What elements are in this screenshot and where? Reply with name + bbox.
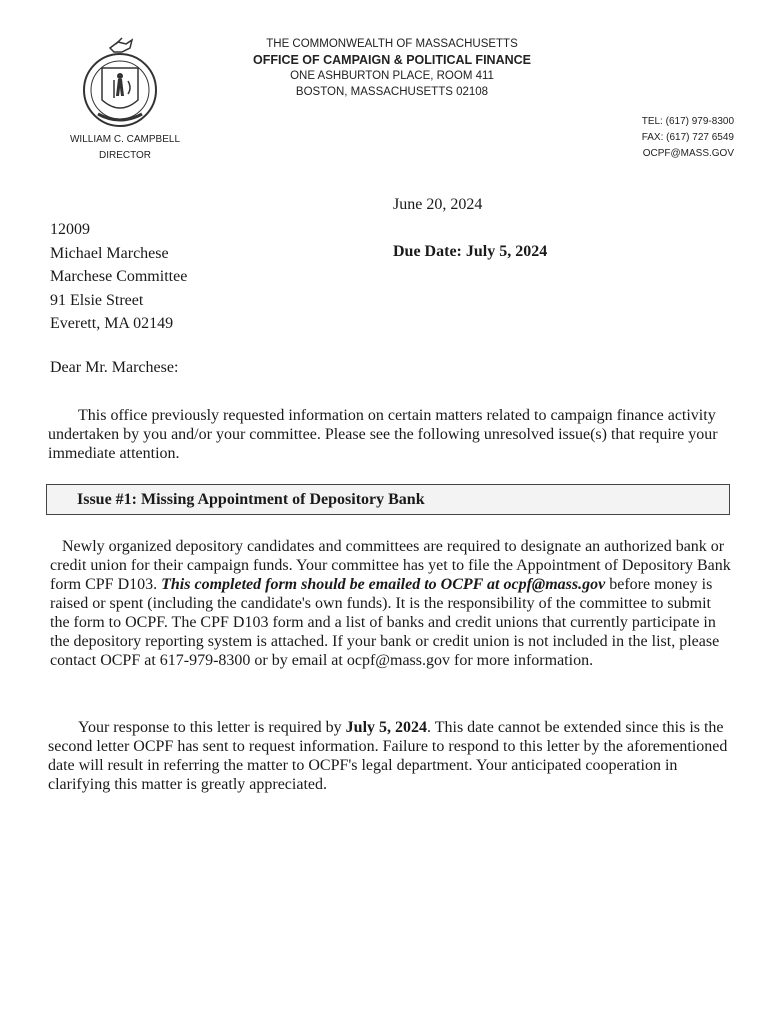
commonwealth-title: THE COMMONWEALTH OF MASSACHUSETTS <box>266 38 518 50</box>
closing-paragraph <box>48 718 734 794</box>
issue-text-part1: Newly organized depository candidates and committees are required to designate an authorized bank or credit union for their campaign funds. Your committee has yet to file the Appointment of Depository Bank form CPF D103. <box>50 538 731 593</box>
office-title: OFFICE OF CAMPAIGN & POLITICAL FINANCE <box>252 53 531 67</box>
due-date: Due Date: July 5, 2024 <box>393 243 548 260</box>
office-address-line2: BOSTON, MASSACHUSETTS 02108 <box>295 86 489 98</box>
recipient-city: Everett, MA 02149 <box>50 315 174 332</box>
director-name: WILLIAM C. CAMPBELL <box>69 134 181 145</box>
recipient-id: 12009 <box>50 221 90 238</box>
letter-date: June 20, 2024 <box>393 196 483 213</box>
office-address-line1: ONE ASHBURTON PLACE, ROOM 411 <box>290 70 494 82</box>
issue-paragraph <box>50 537 734 670</box>
contact-fax: FAX: (617) 727 6549 <box>641 132 734 143</box>
recipient-committee: Marchese Committee <box>50 268 188 285</box>
closing-lead: Your response to this letter is required by <box>78 719 346 736</box>
contact-tel: TEL: (617) 979-8300 <box>641 116 734 127</box>
closing-deadline: July 5, 2024 <box>345 719 428 736</box>
letterhead <box>188 36 596 100</box>
massachusetts-seal-icon <box>72 34 168 130</box>
issue-heading-box <box>46 484 730 515</box>
recipient-street: 91 Elsie Street <box>50 291 144 309</box>
issue-title: Issue #1: Missing Appointment of Depository Bank <box>77 491 425 508</box>
closing-rest: . This date cannot be extended since this is the second letter OCPF has sent to request information. Failure to respond to this letter by the aforementioned date will result in referring the matter to OCPF's legal department. Your anticipated cooperation in clarifying this matter is greatly appreciated. <box>48 719 728 793</box>
director-block <box>50 132 200 164</box>
salutation: Dear Mr. Marchese: <box>50 359 179 376</box>
issue-text-part2: before money is raised or spent (including the candidate's own funds). It is the responsibility of the committee to submit the form to OCPF. The CPF D103 form and a list of banks and credit unions that currently participate in the depository reporting system is attached. If your bank or credit union is not included in the list, please contact OCPF at 617-979-8300 or by email at ocpf@mass.gov for more information. <box>50 576 720 669</box>
recipient-name: Michael Marchese <box>50 244 169 262</box>
intro-paragraph <box>48 406 734 463</box>
contact-block <box>642 114 734 162</box>
recipient-address <box>50 218 187 336</box>
director-title: DIRECTOR <box>98 150 152 161</box>
contact-email: OCPF@MASS.GOV <box>642 148 734 159</box>
issue-emphasis: This completed form should be emailed to OCPF at ocpf@mass.gov <box>161 576 606 593</box>
intro-text: This office previously requested information on certain matters related to campaign finance activity undertaken by you and/or your committee. Please see the following unresolved issue(s) that require your immediate attention. <box>48 407 718 462</box>
